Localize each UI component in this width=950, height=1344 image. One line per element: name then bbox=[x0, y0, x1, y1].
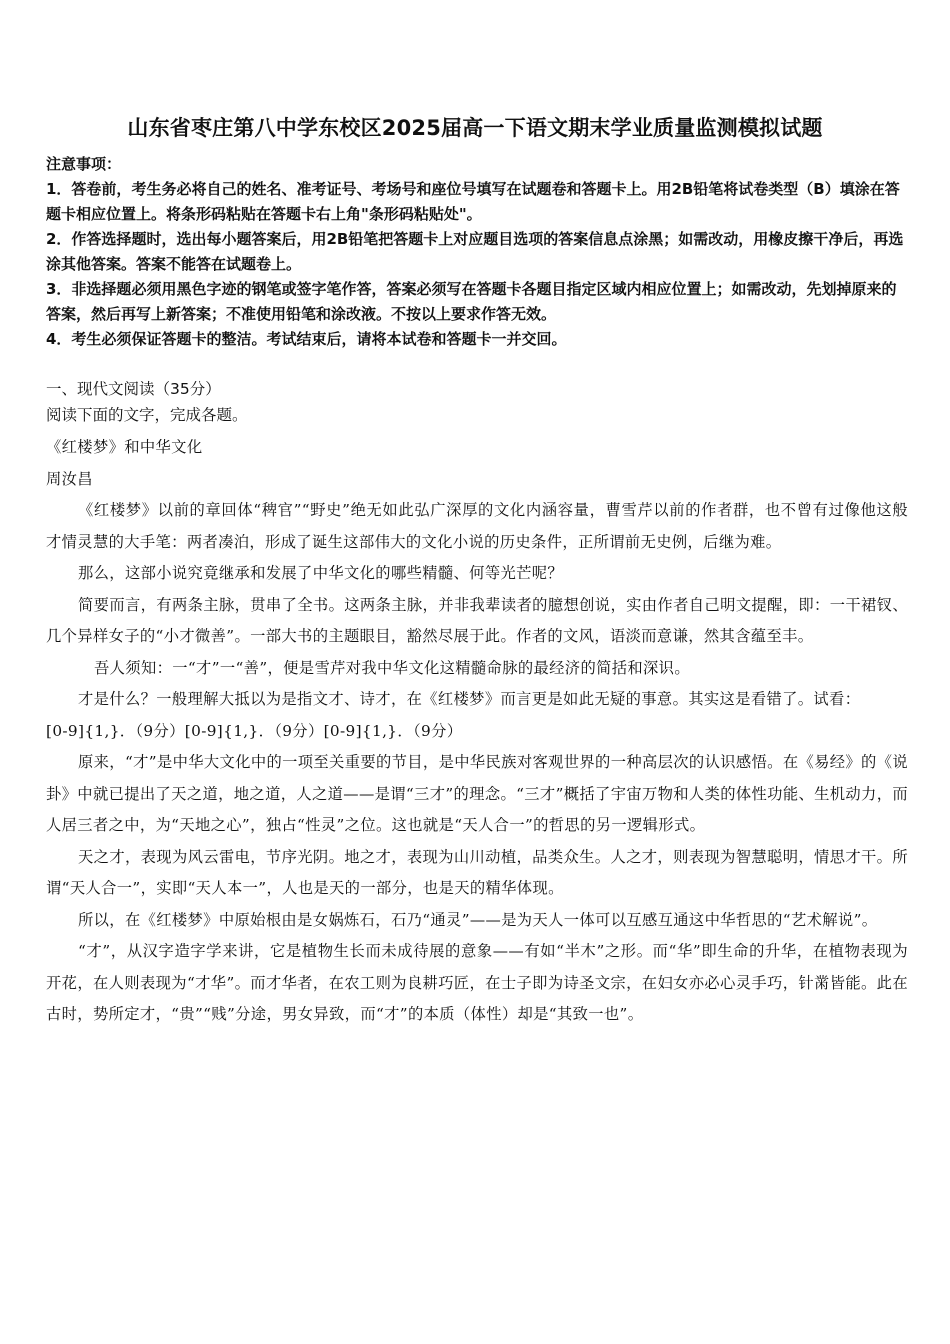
notice-item-4: 4．考生必须保证答题卡的整洁。考试结束后，请将本试卷和答题卡一并交回。 bbox=[46, 330, 567, 348]
article-paragraph: “才”，从汉字造字学来讲，它是植物生长而未成待展的意象——有如“半木”之形。而“华”即生命的升华，在植物表现为开花，在人则表现为“才华”。而才华者，在农工则为良耕巧匠，在士子即为诗圣文宗，在妇女亦必心灵手巧，针黹皆能。此在古时，势所定才，“贵”“贱”分途，男女异致，而“才”的本质（体性）却是“其致一也”。 bbox=[46, 942, 908, 1023]
exam-title: 山东省枣庄第八中学东校区2025届高一下语文期末学业质量监测模拟试题 bbox=[127, 116, 823, 140]
article-paragraph: 才是什么？一般理解大抵以为是指文才、诗才，在《红楼梦》而言更是如此无疑的事意。其实这是看错了。试看： bbox=[78, 690, 861, 708]
question-placeholder-line: [0-9]{1,}．（9分）[0-9]{1,}．（9分）[0-9]{1,}．（9分） bbox=[46, 721, 463, 740]
section-header bbox=[46, 376, 908, 428]
article-body bbox=[46, 432, 908, 1031]
notice-item-1: 1．答卷前，考生务必将自己的姓名、准考证号、考场号和座位号填写在试题卷和答题卡上。用2B铅笔将试卷类型（B）填涂在答题卡相应位置上。将条形码粘贴在答题卡右上角"条形码粘贴处"。 bbox=[46, 180, 900, 223]
notice-heading: 注意事项： bbox=[46, 155, 122, 173]
article-paragraph: 所以，在《红楼梦》中原始根由是女娲炼石，石乃“通灵”——是为天人一体可以互感互通这中华哲思的“艺术解说”。 bbox=[78, 910, 878, 929]
article-paragraph: 简要而言，有两条主脉，贯串了全书。这两条主脉，并非我辈读者的臆想创说，实由作者自己明文提醒，即：一干裙钗、几个异样女子的“小才微善”。一部大书的主题眼目，豁然尽展于此。作者的文风，语淡而意谦，然其含蕴至丰。 bbox=[46, 595, 908, 645]
notice-item-2: 2．作答选择题时，选出每小题答案后，用2B铅笔把答题卡上对应题目选项的答案信息点涂黑；如需改动，用橡皮擦干净后，再选涂其他答案。答案不能答在试题卷上。 bbox=[46, 230, 904, 273]
article-paragraph: 原来，“才”是中华大文化中的一项至关重要的节目，是中华民族对客观世界的一种高层次的认识感悟。在《易经》的《说卦》中就已提出了天之道，地之道，人之道——是谓“三才”的理念。“三才”概括了宇宙万物和人类的体性功能、生机动力，而人居三者之中，为“天地之心”，独占“性灵”之位。这也就是“天人合一”的哲思的另一逻辑形式。 bbox=[46, 753, 908, 834]
article-paragraph: 那么，这部小说究竟继承和发展了中华文化的哪些精髓、何等光芒呢？ bbox=[78, 564, 564, 582]
section-heading: 一、现代文阅读（35分） bbox=[46, 380, 221, 398]
notice-item-3: 3．非选择题必须用黑色字迹的钢笔或签字笔作答，答案必须写在答题卡各题目指定区域内相应位置上；如需改动，先划掉原来的答案，然后再写上新答案；不准使用铅笔和涂改液。不按以上要求作答无效。 bbox=[46, 280, 897, 323]
article-paragraph: 吾人须知：一“才”一“善”，便是雪芹对我中华文化这精髓命脉的最经济的简括和深识。 bbox=[94, 658, 690, 677]
section-instruction: 阅读下面的文字，完成各题。 bbox=[46, 406, 248, 424]
article-title: 《红楼梦》和中华文化 bbox=[46, 438, 203, 456]
notice-block bbox=[46, 152, 908, 352]
article-paragraph: 天之才，表现为风云雷电，节序光阴。地之才，表现为山川动植，品类众生。人之才，则表现为智慧聪明，情思才干。所谓“天人合一”，实即“天人本一”，人也是天的一部分，也是天的精华体现。 bbox=[46, 847, 908, 897]
article-author: 周汝昌 bbox=[46, 469, 93, 488]
article-paragraph: 《红楼梦》以前的章回体“稗官”“野史”绝无如此弘广深厚的文化内涵容量，曹雪芹以前的作者群，也不曾有过像他这般才情灵慧的大手笔：两者凑泊，形成了诞生这部伟大的文化小说的历史条件，正所谓前无史例，后继为难。 bbox=[46, 501, 908, 551]
